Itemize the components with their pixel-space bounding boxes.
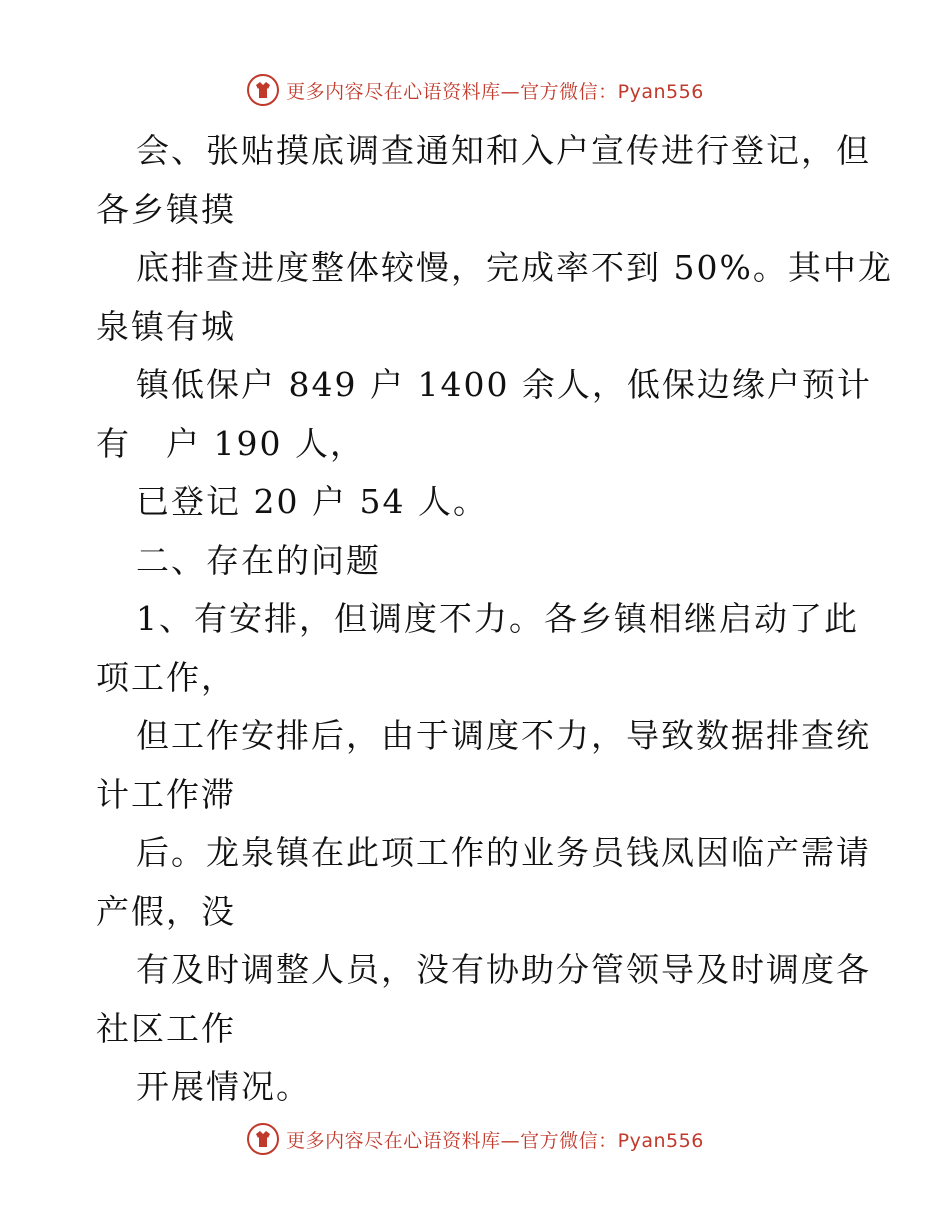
- document-body: [96, 122, 893, 1117]
- section-heading: 二、存在的问题: [136, 540, 381, 580]
- footer-watermark: [0, 1117, 950, 1161]
- sweater-logo-icon: [246, 1122, 280, 1156]
- body-line: 开展情况。: [136, 1067, 311, 1106]
- body-line: 泉镇有城: [96, 306, 236, 346]
- body-line: 有 户 190 人，: [96, 423, 365, 463]
- body-line: 各乡镇摸: [96, 189, 236, 229]
- body-line: 已登记 20 户 54 人。: [136, 482, 488, 521]
- body-line: 1、有安排，但调度不力。各乡镇相继启动了此: [136, 599, 859, 638]
- body-line: 会、张贴摸底调查通知和入户宣传进行登记，但: [136, 131, 871, 170]
- header-watermark-text: 更多内容尽在心语资料库—官方微信：Pyan556: [286, 80, 704, 103]
- body-line: 底排查进度整体较慢，完成率不到 50%。其中龙: [136, 248, 893, 287]
- body-line: 产假，没: [96, 891, 236, 931]
- body-line: 社区工作: [96, 1008, 236, 1048]
- body-line: 但工作安排后，由于调度不力，导致数据排查统: [136, 716, 871, 755]
- footer-watermark-text: 更多内容尽在心语资料库—官方微信：Pyan556: [286, 1129, 704, 1152]
- body-line: 项工作，: [96, 657, 236, 697]
- body-line: 有及时调整人员，没有协助分管领导及时调度各: [136, 950, 871, 989]
- body-line: 镇低保户 849 户 1400 余人，低保边缘户预计: [136, 365, 872, 404]
- sweater-logo-icon: [246, 73, 280, 107]
- header-watermark: [0, 68, 950, 112]
- body-line: 后。龙泉镇在此项工作的业务员钱凤因临产需请: [136, 833, 871, 872]
- body-line: 计工作滞: [96, 774, 236, 814]
